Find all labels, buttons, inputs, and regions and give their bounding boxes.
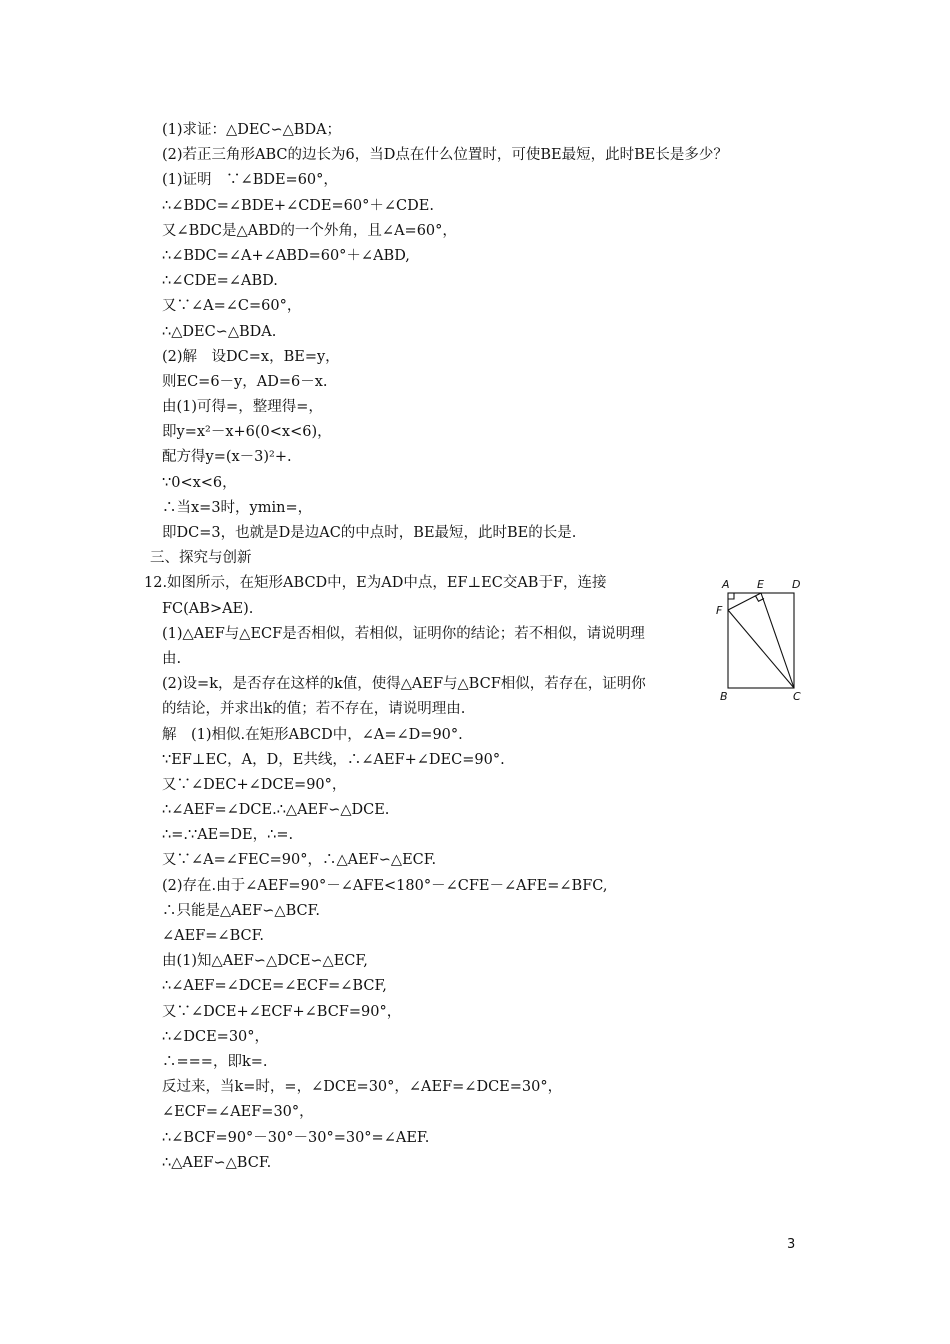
problem-12-line: 的结论，并求出k的值；若不存在，请说明理由.: [162, 701, 466, 718]
page-number: 3: [787, 1237, 796, 1252]
segment-ec: [761, 593, 794, 688]
text-line: ∠ECF=∠AEF=30°，: [162, 1104, 314, 1121]
text-line: ∴△AEF∽△BCF.: [162, 1154, 272, 1171]
text-line: ∴∠BDC=∠A+∠ABD=60°＋∠ABD,: [162, 247, 410, 264]
text-line: ∴只能是△AEF∽△BCF.: [162, 902, 320, 919]
label-b: B: [720, 690, 728, 703]
problem-12-line: FC(AB>AE).: [162, 600, 254, 617]
rectangle-abcd: [728, 593, 794, 688]
text-line: 又∵∠DEC+∠DCE=90°，: [162, 776, 347, 793]
rectangle-figure-svg: [712, 574, 812, 704]
text-line: ∴===，即k=.: [162, 1053, 268, 1070]
text-line: 又∵∠DCE+∠ECF+∠BCF=90°，: [162, 1003, 402, 1020]
text-line: 即DC=3，也就是D是边AC的中点时，BE最短，此时BE的长是.: [162, 525, 577, 541]
text-line: (1)证明 ∵∠BDE=60°，: [162, 172, 338, 189]
text-line: 又∵∠A=∠FEC=90°，∴△AEF∽△ECF.: [162, 852, 437, 869]
text-line: ∴当x=3时，ymin=，: [162, 499, 313, 516]
text-line: (2)若正三角形ABC的边长为6，当D点在什么位置时，可使BE最短，此时BE长是多少？: [162, 147, 728, 164]
rectangle-figure: [712, 574, 812, 704]
text-line: 即y=x²－x+6(0<x<6)，: [162, 424, 332, 441]
text-line: 又∵∠A=∠C=60°，: [162, 298, 302, 315]
segment-fc: [728, 610, 794, 688]
label-e: E: [757, 578, 764, 591]
text-line: 由(1)知△AEF∽△DCE∽△ECF,: [162, 953, 368, 970]
segment-ef: [728, 593, 761, 610]
text-line: ∴∠BCF=90°－30°－30°=30°=∠AEF.: [162, 1129, 430, 1146]
label-d: D: [792, 578, 801, 591]
text-line: 反过来，当k=时，=，∠DCE=30°，∠AEF=∠DCE=30°，: [162, 1079, 563, 1096]
text-line: ∵EF⊥EC，A，D，E共线，∴∠AEF+∠DEC=90°.: [162, 751, 505, 768]
text-line: 解 (1)相似.在矩形ABCD中，∠A=∠D=90°.: [162, 726, 463, 743]
text-line: ∵0<x<6，: [162, 474, 237, 491]
right-angle-mark-a: [728, 593, 734, 599]
label-c: C: [793, 690, 801, 703]
text-line: ∠AEF=∠BCF.: [162, 928, 264, 944]
problem-12-line: (1)△AEF与△ECF是否相似，若相似，证明你的结论；若不相似，请说明理: [162, 625, 645, 642]
text-line: 则EC=6－y，AD=6－x.: [162, 373, 328, 390]
text-line: ∴∠BDC=∠BDE+∠CDE=60°＋∠CDE.: [162, 197, 434, 214]
text-line: 配方得y=(x－3)²+.: [162, 449, 292, 466]
problem-12-line: 12.如图所示，在矩形ABCD中，E为AD中点，EF⊥EC交AB于F，连接: [144, 575, 607, 592]
text-line: ∴△DEC∽△BDA.: [162, 323, 277, 340]
text-line: (2)解 设DC=x，BE=y，: [162, 348, 340, 365]
text-line: ∴∠DCE=30°，: [162, 1028, 270, 1045]
section-heading: 三、探究与创新: [150, 550, 252, 567]
label-f: F: [716, 604, 723, 617]
problem-12-line: (2)设=k，是否存在这样的k值，使得△AEF与△BCF相似，若存在，证明你: [162, 676, 646, 693]
text-line: ∴∠AEF=∠DCE=∠ECF=∠BCF,: [162, 978, 387, 995]
text-line: (1)求证：△DEC∽△BDA；: [162, 122, 342, 138]
label-a: A: [722, 578, 730, 591]
text-line: ∴=.∵AE=DE，∴=.: [162, 827, 294, 844]
text-line: ∴∠CDE=∠ABD.: [162, 273, 278, 290]
text-line: 由(1)可得=，整理得=，: [162, 399, 323, 416]
text-line: 又∠BDC是△ABD的一个外角，且∠A=60°，: [162, 222, 457, 239]
text-line: ∴∠AEF=∠DCE.∴△AEF∽△DCE.: [162, 802, 390, 819]
text-line: (2)存在.由于∠AEF=90°－∠AFE<180°－∠CFE－∠AFE=∠BFC,: [162, 877, 608, 894]
problem-12-line: 由.: [162, 650, 182, 667]
